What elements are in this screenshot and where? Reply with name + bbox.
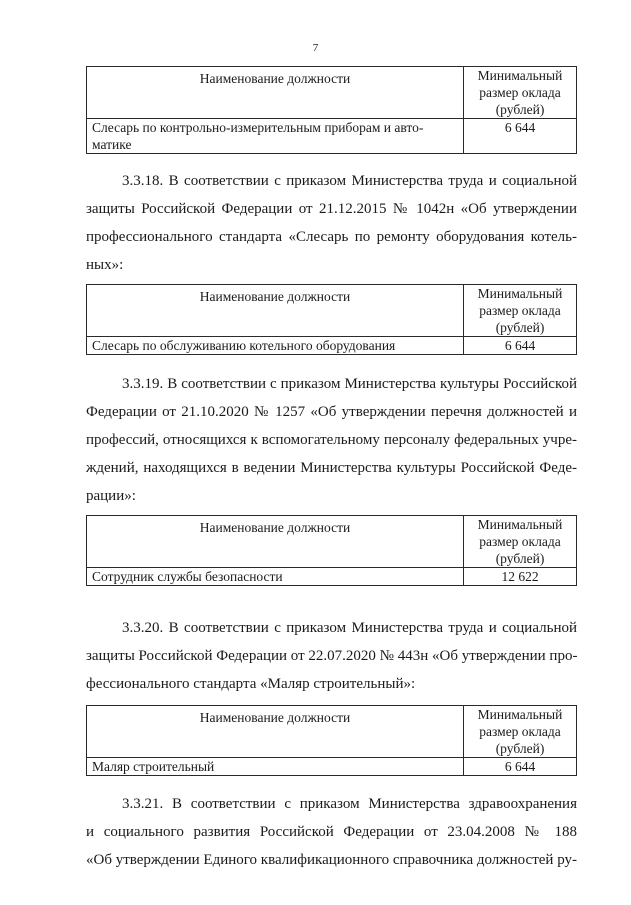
header-position: Наименование должности [87, 706, 464, 758]
table-header-row [87, 285, 577, 337]
table-row [87, 337, 577, 355]
position-cell: Слесарь по обслуживанию котельного оборудования [87, 337, 464, 355]
salary-cell: 12 622 [464, 568, 577, 586]
table-row [87, 119, 577, 154]
paragraph-3-3-19: 3.3.19. В соответствии с приказом Министерства культуры Российской Федерации от 21.10.2020 № 1257 «Об утверждении перечня должностей и профессий, относящихся к вспомогательному персоналу федеральных учре- ждений, находящихся в ведении Министерства культуры Российской Феде- рации»: [86, 376, 577, 504]
salary-cell: 6 644 [464, 758, 577, 776]
paragraph-3-3-21: 3.3.21. В соответствии с приказом Министерства здравоохранения и социального развития Российской Федерации от 23.04.2008 № 188 «Об утверждении Единого квалификационного справочника должностей ру- [86, 796, 577, 868]
paragraph-3-3-20: 3.3.20. В соответствии с приказом Министерства труда и социальной защиты Российской Федерации от 22.07.2020 № 443н «Об утверждении про- фессионального стандарта «Маляр строительный»: [86, 620, 578, 692]
table-header-row [87, 67, 577, 119]
page-number: 7 [312, 42, 319, 54]
header-salary: Минимальный размер оклада (рублей) [464, 706, 577, 758]
salary-table-1 [86, 66, 577, 154]
salary-cell: 6 644 [464, 119, 577, 154]
salary-table-4 [86, 705, 577, 776]
table-header-row [87, 706, 577, 758]
table-row [87, 568, 577, 586]
header-salary: Минимальный размер оклада (рублей) [464, 67, 577, 119]
position-cell: Сотрудник службы безопасности [87, 568, 464, 586]
paragraph-3-3-18: 3.3.18. В соответствии с приказом Министерства труда и социальной защиты Российской Федерации от 21.12.2015 № 1042н «Об утверждении профессионального стандарта «Слесарь по ремонту оборудования котель- ных»: [86, 173, 577, 273]
header-salary: Минимальный размер оклада (рублей) [464, 516, 577, 568]
header-position: Наименование должности [87, 285, 464, 337]
salary-table-2 [86, 284, 577, 355]
header-salary: Минимальный размер оклада (рублей) [464, 285, 577, 337]
header-position: Наименование должности [87, 516, 464, 568]
salary-cell: 6 644 [464, 337, 577, 355]
header-position: Наименование должности [87, 67, 464, 119]
salary-table-3 [86, 515, 577, 586]
table-header-row [87, 516, 577, 568]
position-cell: Слесарь по контрольно-измерительным приборам и авто- матике [87, 119, 464, 154]
table-row [87, 758, 577, 776]
position-cell: Маляр строительный [87, 758, 464, 776]
